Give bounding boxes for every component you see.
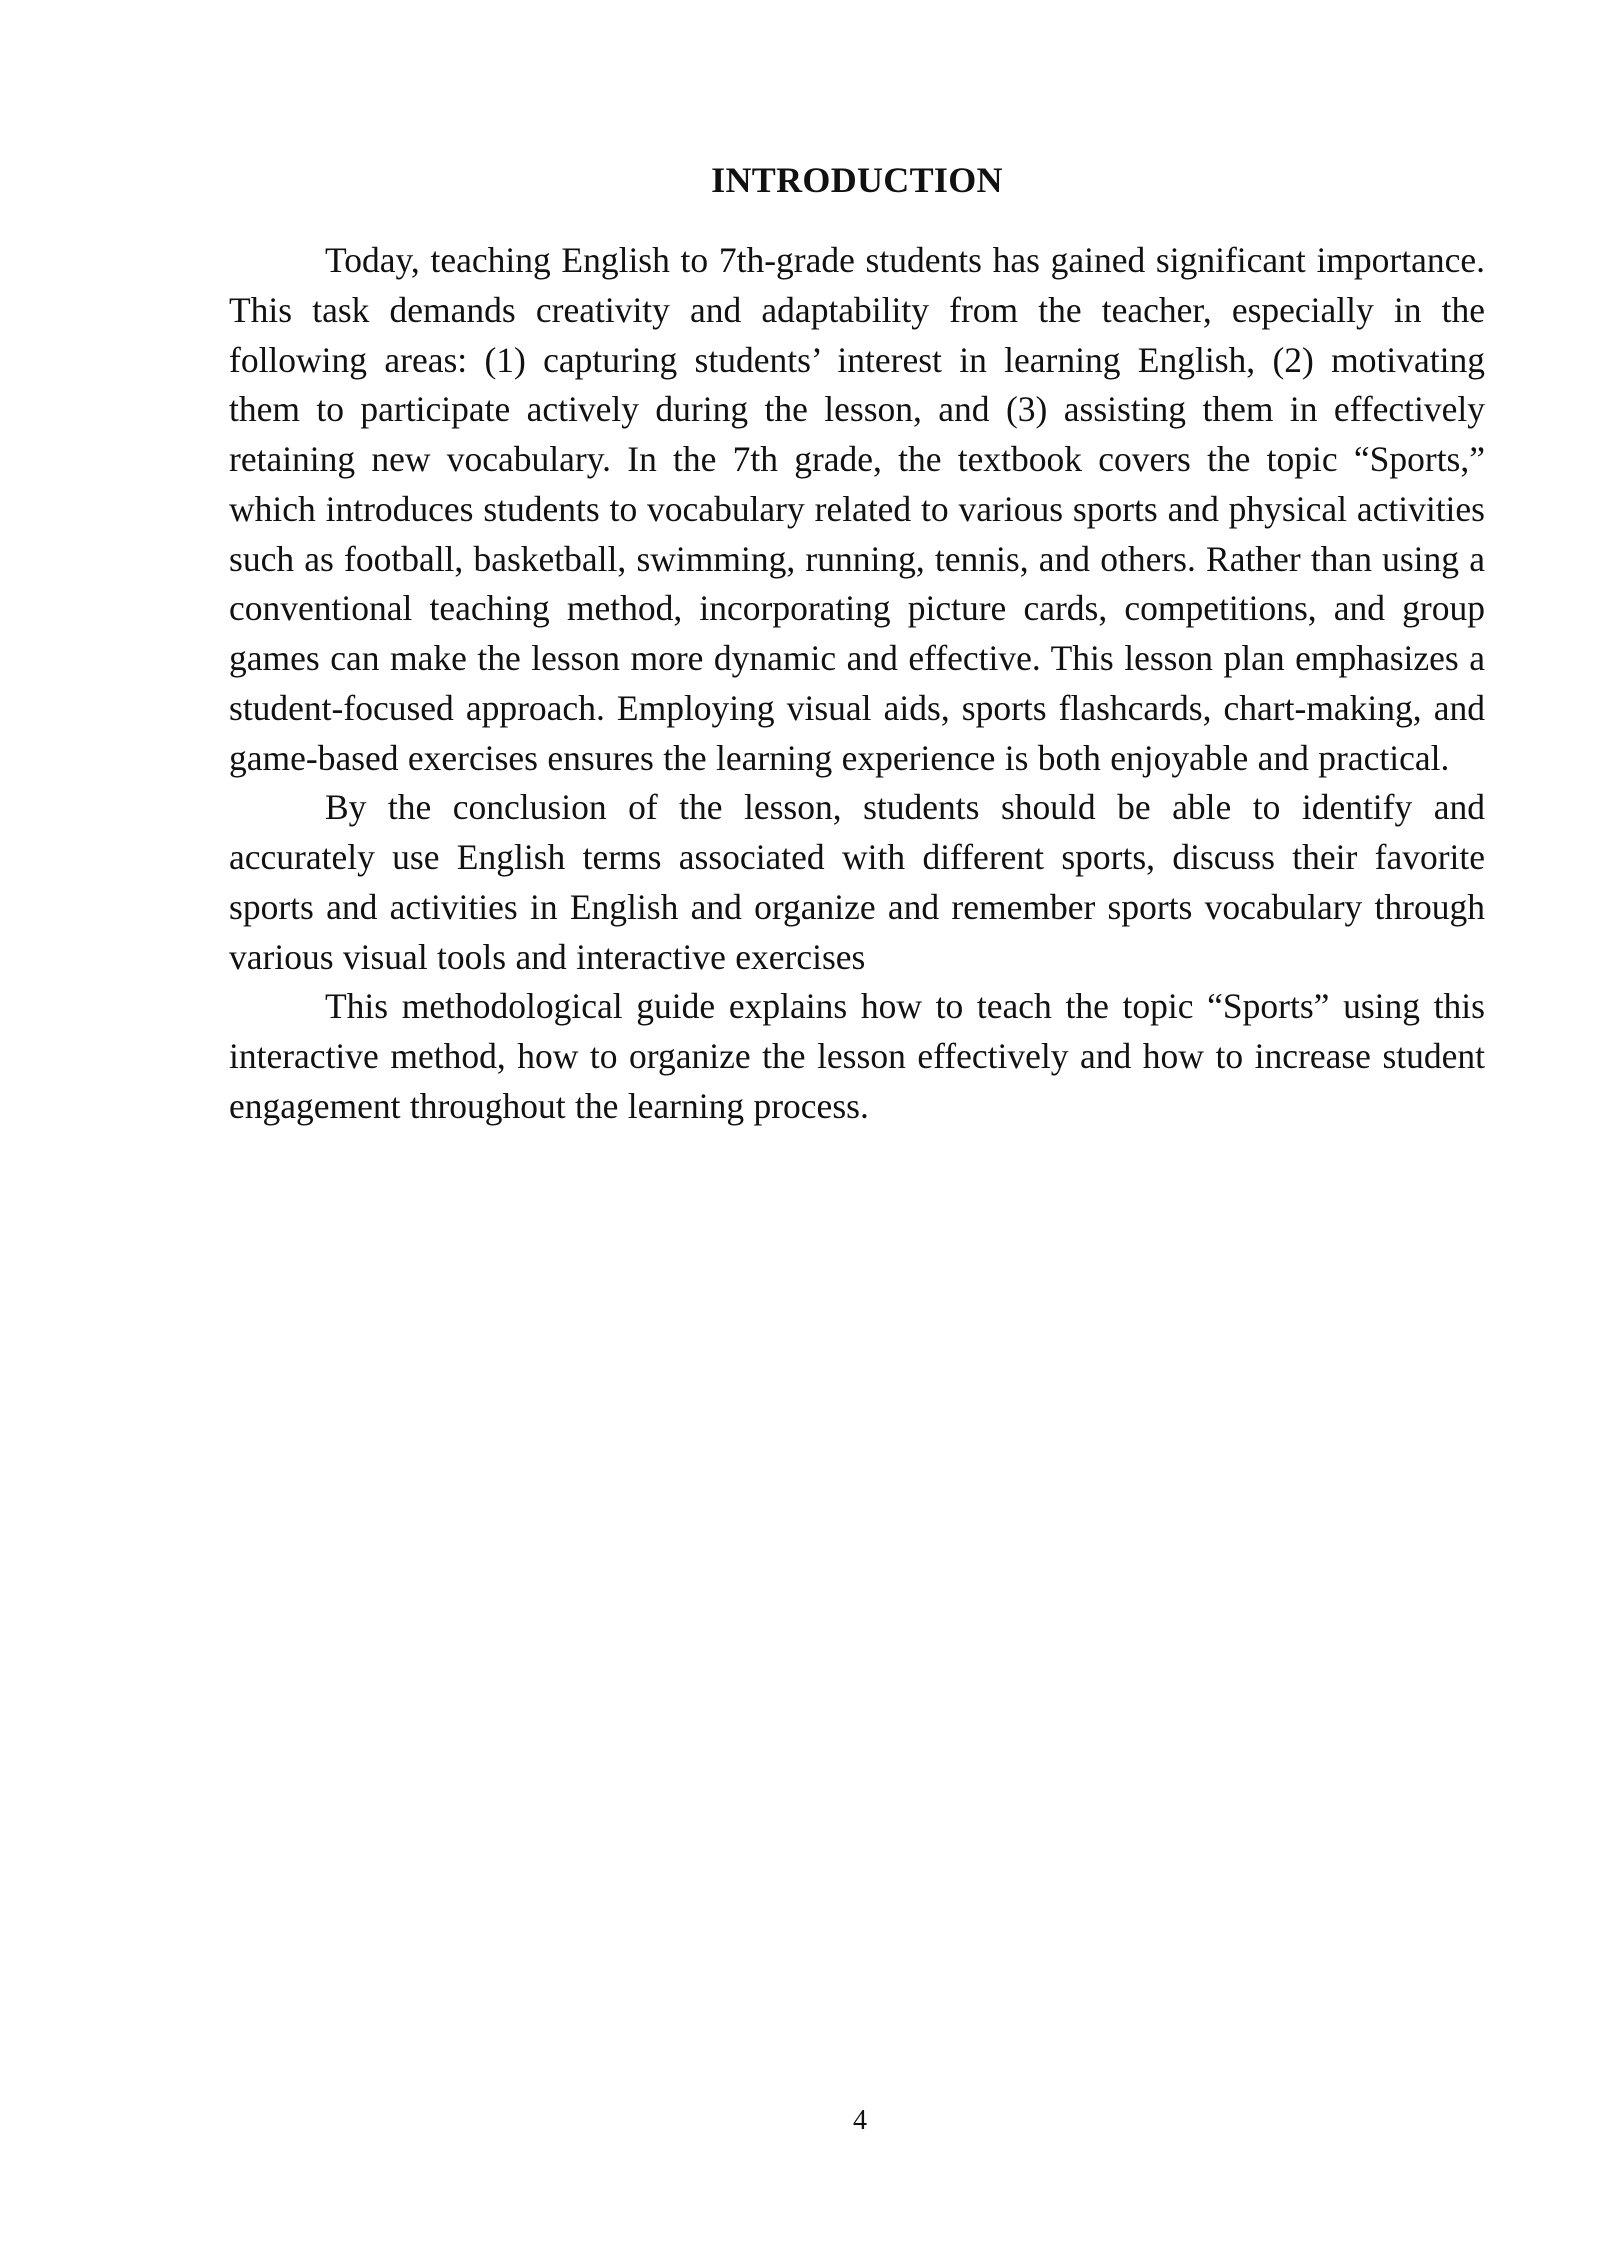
learning-outcomes-paragraph: By the conclusion of the lesson, students should be able to identify and accurately use English terms associated with different sports, discuss their favorite sports and activities in English and organize and remember sports vocabulary through various visual tools and interactive exercises — [229, 787, 1485, 977]
guide-purpose-paragraph: This methodological guide explains how to teach the topic “Sports” using this interactive method, how to organize the lesson effectively and how to increase student engagement throughout the learning process. — [229, 986, 1485, 1126]
intro-paragraph: Today, teaching English to 7th-grade students has gained significant importance. This task demands creativity and adaptability from the teacher, especially in the following areas: (1) capturing students’ interest in learning English, (2) motivating them to participate actively during the lesson, and (3) assisting them in effectively retaining new vocabulary. In the 7th grade, the textbook covers the topic “Sports,” which introduces students to vocabulary related to various sports and physical activities such as football, basketball, swimming, running, tennis, and others. Rather than using a conventional teaching method, incorporating picture cards, competitions, and group games can make the lesson more dynamic and effective. This lesson plan emphasizes a student-focused approach. Employing visual aids, sports flashcards, chart-making, and game-based exercises ensures the learning experience is both enjoyable and practical. — [229, 240, 1485, 778]
page-heading: INTRODUCTION — [711, 160, 1003, 200]
page-number: 4 — [853, 2105, 867, 2136]
body-text — [229, 236, 1485, 1132]
